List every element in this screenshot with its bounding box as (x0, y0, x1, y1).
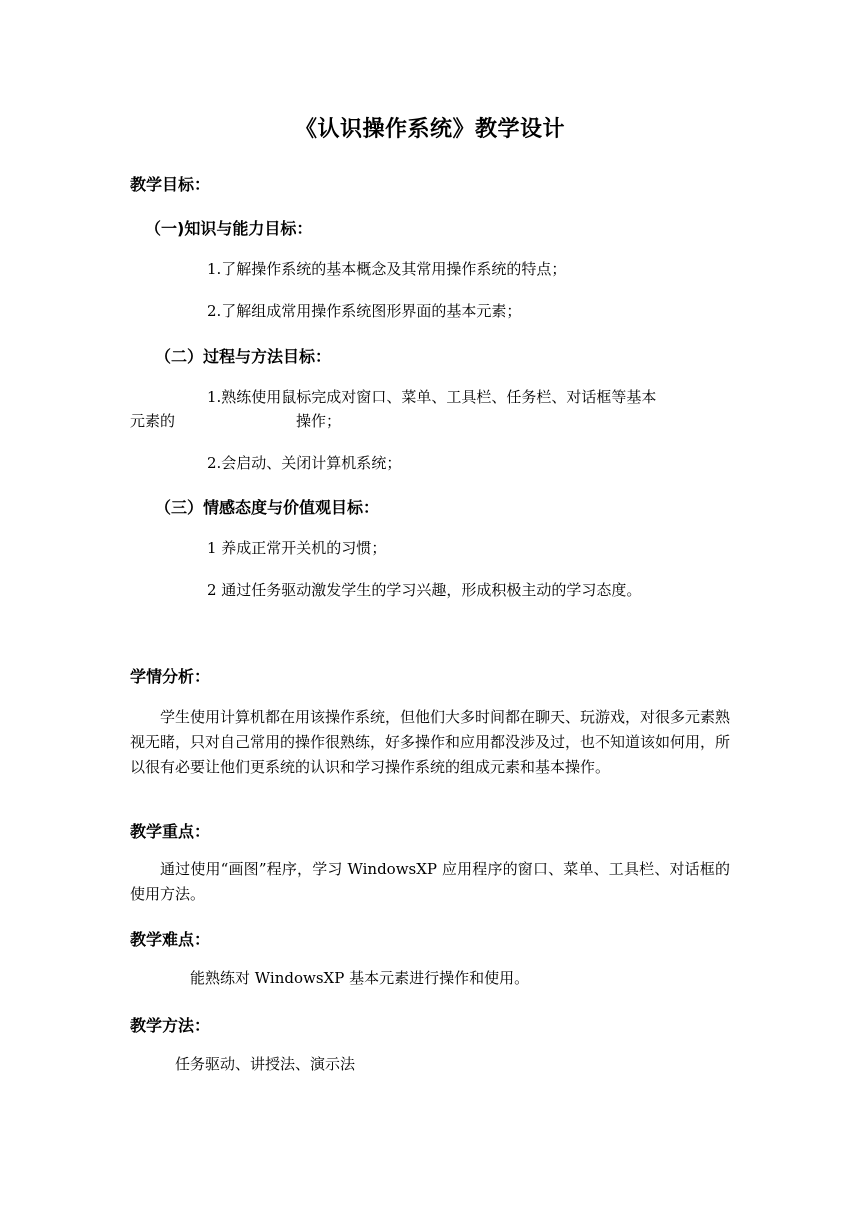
difficulty-heading: 教学难点： (130, 930, 211, 949)
analysis-heading: 学情分析： (130, 667, 211, 686)
emotion-item-2: 2 通过任务驱动激发学生的学习兴趣，形成积极主动的学习态度。 (207, 581, 642, 599)
process-item-1-line-1: 1.熟练使用鼠标完成对窗口、菜单、工具栏、任务栏、对话框等基本 (207, 388, 657, 406)
process-item-1-line-2-start: 元素的 (130, 412, 176, 430)
knowledge-objectives-heading: （一)知识与能力目标： (145, 219, 313, 238)
keypoint-text: 通过使用“画图”程序，学习 WindowsXP 应用程序的窗口、菜单、工具栏、对话框的使用方法。 (130, 860, 730, 903)
knowledge-item-1: 1.了解操作系统的基本概念及其常用操作系统的特点； (207, 260, 567, 278)
analysis-text: 学生使用计算机都在用该操作系统，但他们大多时间都在聊天、玩游戏，对很多元素熟视无睹，只对自己常用的操作很熟练，好多操作和应用都没涉及过，也不知道该如何用，所以很有必要让他们更系统的认识和学习操作系统的组成元素和基本操作。 (130, 708, 731, 776)
method-heading: 教学方法： (130, 1016, 211, 1035)
process-objectives-heading: （二）过程与方法目标： (155, 347, 332, 366)
document-title: 《认识操作系统》教学设计 (294, 117, 565, 142)
process-item-1-line-2-end: 操作； (296, 412, 342, 430)
process-item-2: 2.会启动、关闭计算机系统； (207, 454, 402, 472)
keypoint-heading: 教学重点： (130, 822, 211, 841)
knowledge-item-2: 2.了解组成常用操作系统图形界面的基本元素； (207, 302, 522, 320)
difficulty-text: 能熟练对 WindowsXP 基本元素进行操作和使用。 (190, 969, 530, 987)
emotion-objectives-heading: （三）情感态度与价值观目标： (155, 498, 380, 517)
objectives-heading: 教学目标： (130, 175, 211, 194)
emotion-item-1: 1 养成正常开关机的习惯； (207, 539, 387, 557)
method-text: 任务驱动、讲授法、演示法 (175, 1055, 356, 1073)
